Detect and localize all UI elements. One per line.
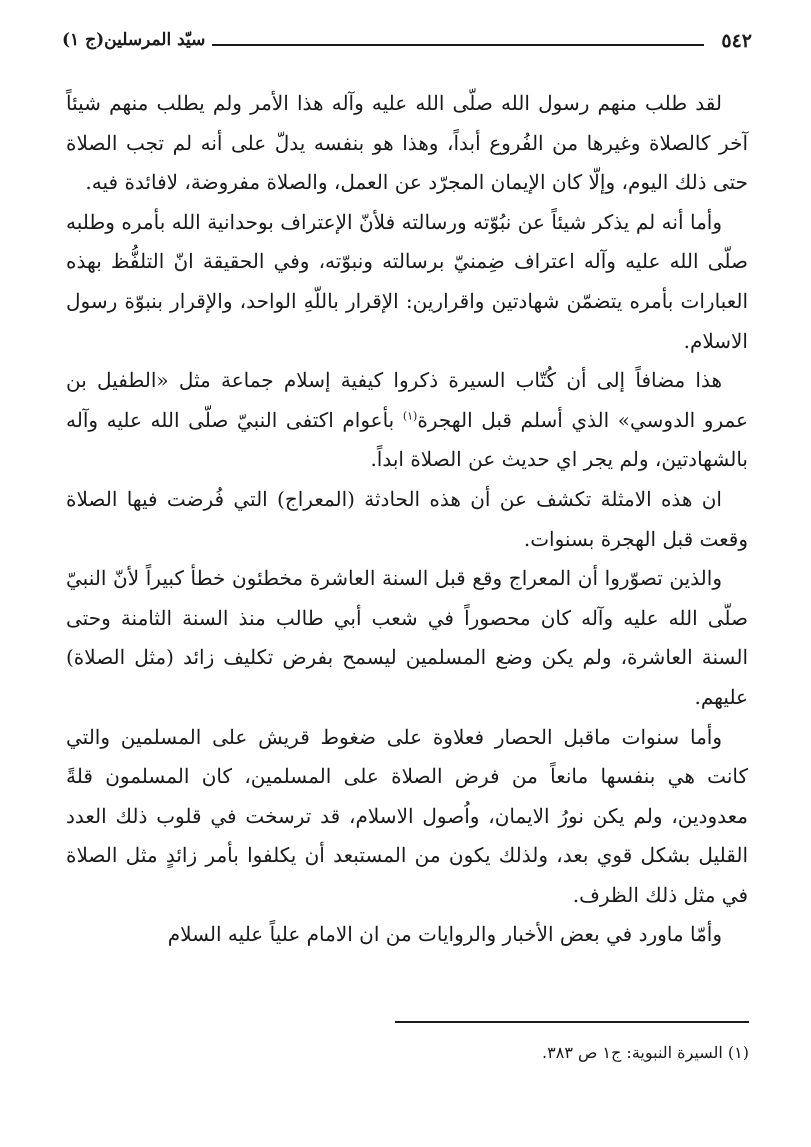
- paragraph-1: لقد طلب منهم رسول الله صلّى الله عليه وآله هذا الأمر ولم يطلب منهم شيئاً آخر كالصلاة وغيرها من الفُروع أبداً، وهذا هو بنفسه يدلّ على أنه لم تجب الصلاة حتى ذلك اليوم، وإلّا كان الإيمان المجرّد عن العمل، والصلاة مفروضة، لافائدة فيه.: [66, 91, 748, 195]
- page-header: [62, 30, 752, 60]
- paragraph-5: والذين تصوّروا أن المعراج وقع قبل السنة العاشرة مخطئون خطأ كبيراً لأنّ النبيّ صلّى الله عليه وآله كان محصوراً في شعب أبي طالب منذ السنة الثامنة وحتى السنة العاشرة، ولم يكن وضع المسلمين ليسمح بفرض تكليف زائد (مثل الصلاة) عليهم.: [66, 566, 748, 709]
- header-rule: [212, 44, 704, 46]
- page-number: ٥٤٢: [721, 30, 752, 52]
- paragraph-3: [66, 361, 748, 480]
- paragraph-3-text-a: هذا مضافاً إلى أن كُتّاب السيرة ذكروا كيفية إسلام جماعة مثل «الطفيل بن عمرو الدوسي» الذي أسلم قبل الهجرة: [66, 368, 748, 432]
- body-text: [66, 84, 748, 955]
- running-title: سيّد المرسلين(ج ١): [62, 30, 206, 50]
- paragraph-7: وأمّا ماورد في بعض الأخبار والروايات من ان الامام علياً عليه السلام: [167, 922, 722, 947]
- footnote: [542, 1043, 749, 1062]
- footnote-number: (١): [727, 1043, 749, 1062]
- footnote-reference: (١): [402, 409, 418, 423]
- footnote-text: السيرة النبوية: ج١ ص ٣٨٣.: [542, 1043, 728, 1062]
- paragraph-6: وأما سنوات ماقبل الحصار فعلاوة على ضغوط قريش على المسلمين والتي كانت هي بنفسها مانعاً من فرض الصلاة على المسلمين، كان المسلمون قلةً معدودين، ولم يكن نورُ الايمان، واُصول الاسلام، قد ترسخت في قلوب ذلك العدد القليل بشكل قوي بعد، ولذلك يكون من المستبعد أن يكلفوا بأمر زائدٍ مثل الصلاة في مثل ذلك الظرف.: [66, 724, 748, 907]
- paragraph-4: ان هذه الامثلة تكشف عن أن هذه الحادثة (المعراج) التي فُرضت فيها الصلاة وقعت قبل الهجرة بسنوات.: [66, 486, 748, 551]
- footnote-rule: [395, 1021, 749, 1023]
- paragraph-2: وأما أنه لم يذكر شيئاً عن نبُوّته ورسالته فلأنّ الإعتراف بوحدانية الله بأمره وطلبه صلّى الله عليه وآله اعتراف ضِمنيّ برسالته ونبوّته، وفي الحقيقة انّ التلفُّظ بهذه العبارات بأمره يتضمّن شهادتين واقرارين: الإقرار باللّهِ الواحد، والإقرار بنبوّة رسول الاسلام.: [66, 209, 749, 353]
- paragraph-3-text-b: بأعوام اكتفى النبيّ صلّى الله عليه وآله بالشهادتين، ولم يجر اي حديث عن الصلاة ابداً.: [66, 407, 748, 472]
